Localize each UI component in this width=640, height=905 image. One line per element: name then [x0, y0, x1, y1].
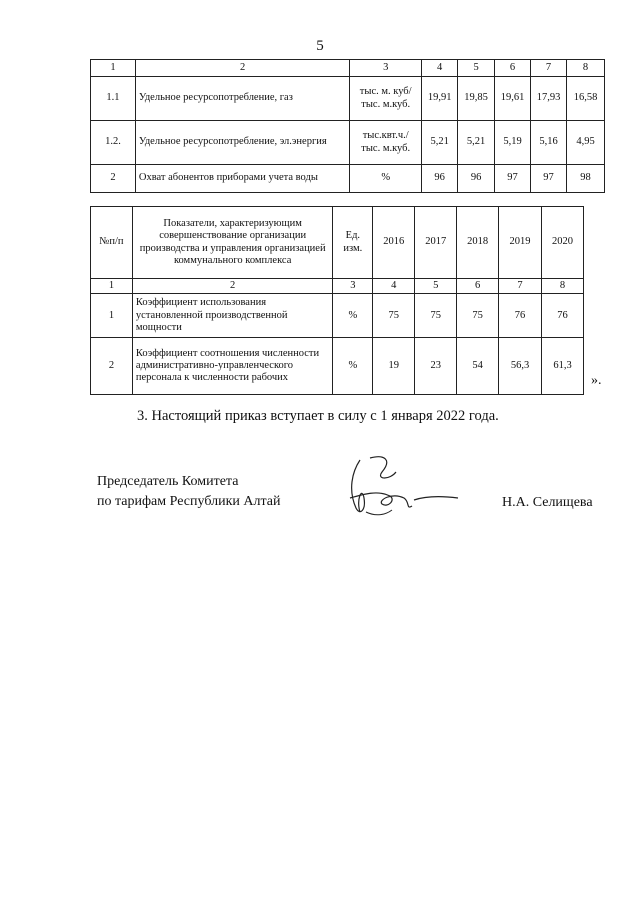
value-cell: 5,16	[531, 121, 567, 165]
value-cell: 76	[499, 294, 542, 338]
value-cell: 19	[373, 338, 415, 395]
header-year: 2019	[499, 207, 542, 279]
value-cell: 16,58	[567, 77, 605, 121]
header-cell: 1	[91, 60, 136, 77]
value-cell: 4,95	[567, 121, 605, 165]
value-cell: 75	[457, 294, 499, 338]
value-cell: 76	[542, 294, 584, 338]
index-cell: 3	[333, 279, 373, 294]
value-cell: 23	[415, 338, 457, 395]
value-cell: 75	[415, 294, 457, 338]
unit-cell: тыс. м. куб/тыс. м.куб.	[350, 77, 422, 121]
position-line: Председатель Комитета	[97, 474, 239, 489]
indicator-name: Коэффициент использования установленной производственной мощности	[132, 294, 332, 338]
table-row	[91, 338, 584, 395]
index-cell: 8	[542, 279, 584, 294]
value-cell: 61,3	[542, 338, 584, 395]
value-cell: 19,61	[495, 77, 531, 121]
unit-cell: тыс.квт.ч./ тыс. м.куб.	[350, 121, 422, 165]
table-row	[91, 294, 584, 338]
indicator-name: Удельное ресурсопотребление, газ	[135, 77, 349, 121]
indicator-name: Коэффициент соотношения численности административно-управленческого персонала к численности рабочих	[132, 338, 332, 395]
unit-cell: %	[333, 294, 373, 338]
header-year: 2018	[457, 207, 499, 279]
row-number: 2	[91, 165, 136, 193]
header-num: №п/п	[91, 207, 133, 279]
header-cell: 5	[458, 60, 495, 77]
index-cell: 4	[373, 279, 415, 294]
value-cell: 75	[373, 294, 415, 338]
index-cell: 1	[91, 279, 133, 294]
value-cell: 5,19	[495, 121, 531, 165]
value-cell: 97	[495, 165, 531, 193]
closing-quote: ».	[591, 373, 602, 388]
value-cell: 96	[458, 165, 495, 193]
index-cell: 6	[457, 279, 499, 294]
signatory-position	[97, 472, 280, 512]
value-cell: 54	[457, 338, 499, 395]
value-cell: 96	[422, 165, 458, 193]
header-indicator: Показатели, характеризующим совершенствование организации производства и управления организацией коммунального комплекса	[132, 207, 332, 279]
row-number: 1	[91, 294, 133, 338]
index-row	[91, 279, 584, 294]
clause-text: 3. Настоящий приказ вступает в силу с 1 января 2022 года.	[137, 408, 499, 424]
unit-cell: %	[350, 165, 422, 193]
header-cell: 2	[135, 60, 349, 77]
row-number: 2	[91, 338, 133, 395]
row-number: 1.1	[91, 77, 136, 121]
value-cell: 98	[567, 165, 605, 193]
value-cell: 17,93	[531, 77, 567, 121]
table-header-row	[91, 207, 584, 279]
value-cell: 19,91	[422, 77, 458, 121]
value-cell: 19,85	[458, 77, 495, 121]
handwritten-signature	[330, 450, 470, 530]
header-cell: 4	[422, 60, 458, 77]
header-year: 2016	[373, 207, 415, 279]
header-year: 2017	[415, 207, 457, 279]
header-cell: 6	[495, 60, 531, 77]
header-unit: Ед. изм.	[333, 207, 373, 279]
header-cell: 8	[567, 60, 605, 77]
indicator-name: Охват абонентов приборами учета воды	[135, 165, 349, 193]
value-cell: 5,21	[422, 121, 458, 165]
header-cell: 3	[350, 60, 422, 77]
value-cell: 56,3	[499, 338, 542, 395]
row-number: 1.2.	[91, 121, 136, 165]
resource-table	[90, 59, 605, 193]
management-table	[90, 206, 584, 395]
index-cell: 5	[415, 279, 457, 294]
table-row	[91, 121, 605, 165]
header-cell: 7	[531, 60, 567, 77]
header-year: 2020	[542, 207, 584, 279]
index-cell: 2	[132, 279, 332, 294]
table-header-row	[91, 60, 605, 77]
position-line: по тарифам Республики Алтай	[97, 494, 281, 509]
index-cell: 7	[499, 279, 542, 294]
value-cell: 97	[531, 165, 567, 193]
indicator-name: Удельное ресурсопотребление, эл.энергия	[135, 121, 349, 165]
unit-cell: %	[333, 338, 373, 395]
table-row	[91, 165, 605, 193]
signatory-name: Н.А. Селищева	[502, 495, 593, 510]
table-row	[91, 77, 605, 121]
value-cell: 5,21	[458, 121, 495, 165]
page-number: 5	[316, 38, 324, 54]
